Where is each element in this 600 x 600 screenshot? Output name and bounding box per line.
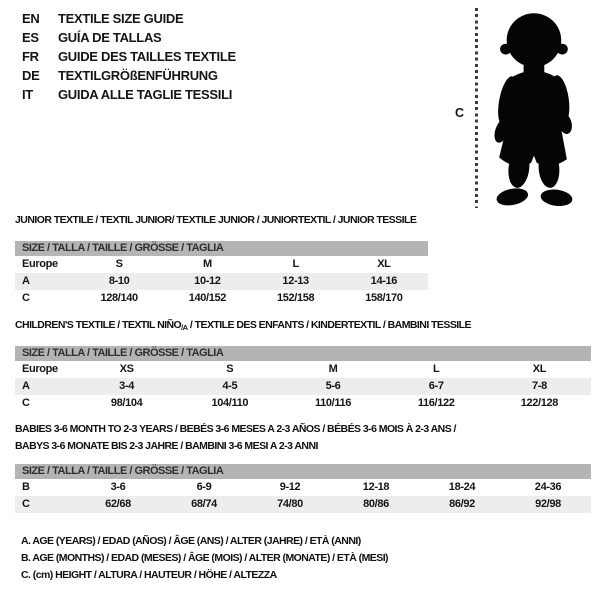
language-list: [22, 9, 236, 104]
language-label: GUIDA ALLE TAGLIE TESSILI: [58, 87, 233, 102]
row-label: B: [22, 481, 30, 493]
table-row-height: [15, 290, 428, 307]
cell: 5-6: [325, 380, 341, 392]
cell: 92/98: [535, 498, 561, 510]
language-item-en: [22, 9, 236, 28]
language-item-es: [22, 28, 236, 47]
cell: S: [226, 363, 234, 375]
cell: 8-10: [108, 275, 130, 287]
cell: S: [115, 258, 123, 270]
cell: 122/128: [520, 397, 559, 409]
table-title-children: [15, 319, 471, 332]
cell: 86/92: [449, 498, 475, 510]
language-label: GUÍA DE TALLAS: [58, 30, 162, 45]
row-label: C: [22, 292, 30, 304]
language-label: TEXTILGRÖßENFÜHRUNG: [58, 68, 218, 83]
cell: L: [433, 363, 440, 375]
row-label: Europe: [22, 258, 58, 270]
height-marker-label: C: [455, 106, 465, 120]
language-code: ES: [22, 30, 39, 45]
cell: 24-36: [534, 481, 562, 493]
language-code: DE: [22, 68, 40, 83]
size-table-junior: [15, 241, 428, 307]
height-dashed-line: [475, 8, 478, 208]
cell: M: [328, 363, 338, 375]
cell: 10-12: [194, 275, 221, 287]
legend-note-a: A. AGE (YEARS) / EDAD (AÑOS) / ÂGE (ANS) / ALTER (JAHRE) / ETÀ (ANNI): [21, 535, 361, 547]
language-code: IT: [22, 87, 33, 102]
size-table-babies: [15, 464, 591, 513]
size-table-header: SIZE / TALLA / TAILLE / GRÖSSE / TAGLIA: [15, 241, 428, 256]
language-label: GUIDE DES TAILLES TEXTILE: [58, 49, 236, 64]
cell: XS: [119, 363, 134, 375]
toddler-silhouette-icon: [486, 7, 580, 213]
row-label: A: [22, 380, 30, 392]
language-label: TEXTILE SIZE GUIDE: [58, 11, 184, 26]
table-row-age-months: [15, 479, 591, 496]
row-label: C: [22, 498, 30, 510]
row-label: A: [22, 275, 30, 287]
table-row-age-years: [15, 378, 591, 395]
cell: 3-4: [119, 380, 135, 392]
cell: 6-9: [196, 481, 212, 493]
cell: 12-13: [282, 275, 309, 287]
cell: 158/170: [365, 292, 403, 304]
title-subscript: /A: [181, 323, 188, 332]
table-row-age-years: [15, 273, 428, 290]
table-title-junior: JUNIOR TEXTILE / TEXTIL JUNIOR/ TEXTILE JUNIOR / JUNIORTEXTIL / JUNIOR TESSILE: [15, 214, 417, 226]
cell: XL: [532, 363, 547, 375]
row-label: Europe: [22, 363, 58, 375]
cell: 80/86: [363, 498, 389, 510]
language-code: EN: [22, 11, 40, 26]
title-text: CHILDREN'S TEXTILE / TEXTIL NIÑO: [15, 319, 182, 331]
size-table-header: SIZE / TALLA / TAILLE / GRÖSSE / TAGLIA: [15, 346, 591, 361]
size-table-header: SIZE / TALLA / TAILLE / GRÖSSE / TAGLIA: [15, 464, 591, 479]
table-row-europe: [15, 256, 428, 273]
legend-note-b: B. AGE (MONTHS) / EDAD (MESES) / ÂGE (MOIS) / ALTER (MONATE) / ETÀ (MESI): [21, 552, 389, 564]
title-line-1: BABIES 3-6 MONTH TO 2-3 YEARS / BEBÉS 3-6 MESES A 2-3 AÑOS / BÉBÉS 3-6 MOIS À 2-3 ANS /: [15, 423, 456, 435]
cell: 74/80: [277, 498, 303, 510]
cell: 6-7: [428, 380, 444, 392]
table-title-babies: [15, 421, 456, 455]
row-label: C: [22, 397, 30, 409]
cell: 12-18: [362, 481, 390, 493]
table-row-height: [15, 395, 591, 412]
language-item-fr: [22, 47, 236, 66]
legend-note-c: C. (cm) HEIGHT / ALTURA / HAUTEUR / HÖHE / ALTEZZA: [21, 569, 277, 581]
cell: 116/122: [417, 397, 455, 409]
language-item-it: [22, 85, 236, 104]
legend-notes: [21, 533, 388, 584]
cell: 68/74: [191, 498, 217, 510]
cell: 104/110: [211, 397, 249, 409]
cell: M: [202, 258, 212, 270]
cell: L: [292, 258, 299, 270]
cell: 62/68: [105, 498, 131, 510]
cell: 18-24: [448, 481, 476, 493]
cell: 152/158: [276, 292, 315, 304]
cell: 140/152: [188, 292, 227, 304]
table-row-height: [15, 496, 591, 513]
cell: 7-8: [531, 380, 547, 392]
cell: 3-6: [110, 481, 126, 493]
cell: 4-5: [222, 380, 238, 392]
language-item-de: [22, 66, 236, 85]
title-line-2: BABYS 3-6 MONATE BIS 2-3 JAHRE / BAMBINI 3-6 MESI A 2-3 ANNI: [15, 440, 318, 452]
cell: XL: [377, 258, 391, 270]
size-table-children: [15, 346, 591, 412]
cell: 14-16: [370, 275, 398, 287]
cell: 9-12: [279, 481, 301, 493]
title-text: / TEXTILE DES ENFANTS / KINDERTEXTIL / BAMBINI TESSILE: [187, 319, 471, 331]
cell: 128/140: [100, 292, 138, 304]
table-row-europe: [15, 361, 591, 378]
cell: 98/104: [110, 397, 143, 409]
language-code: FR: [22, 49, 39, 64]
cell: 110/116: [314, 397, 352, 409]
